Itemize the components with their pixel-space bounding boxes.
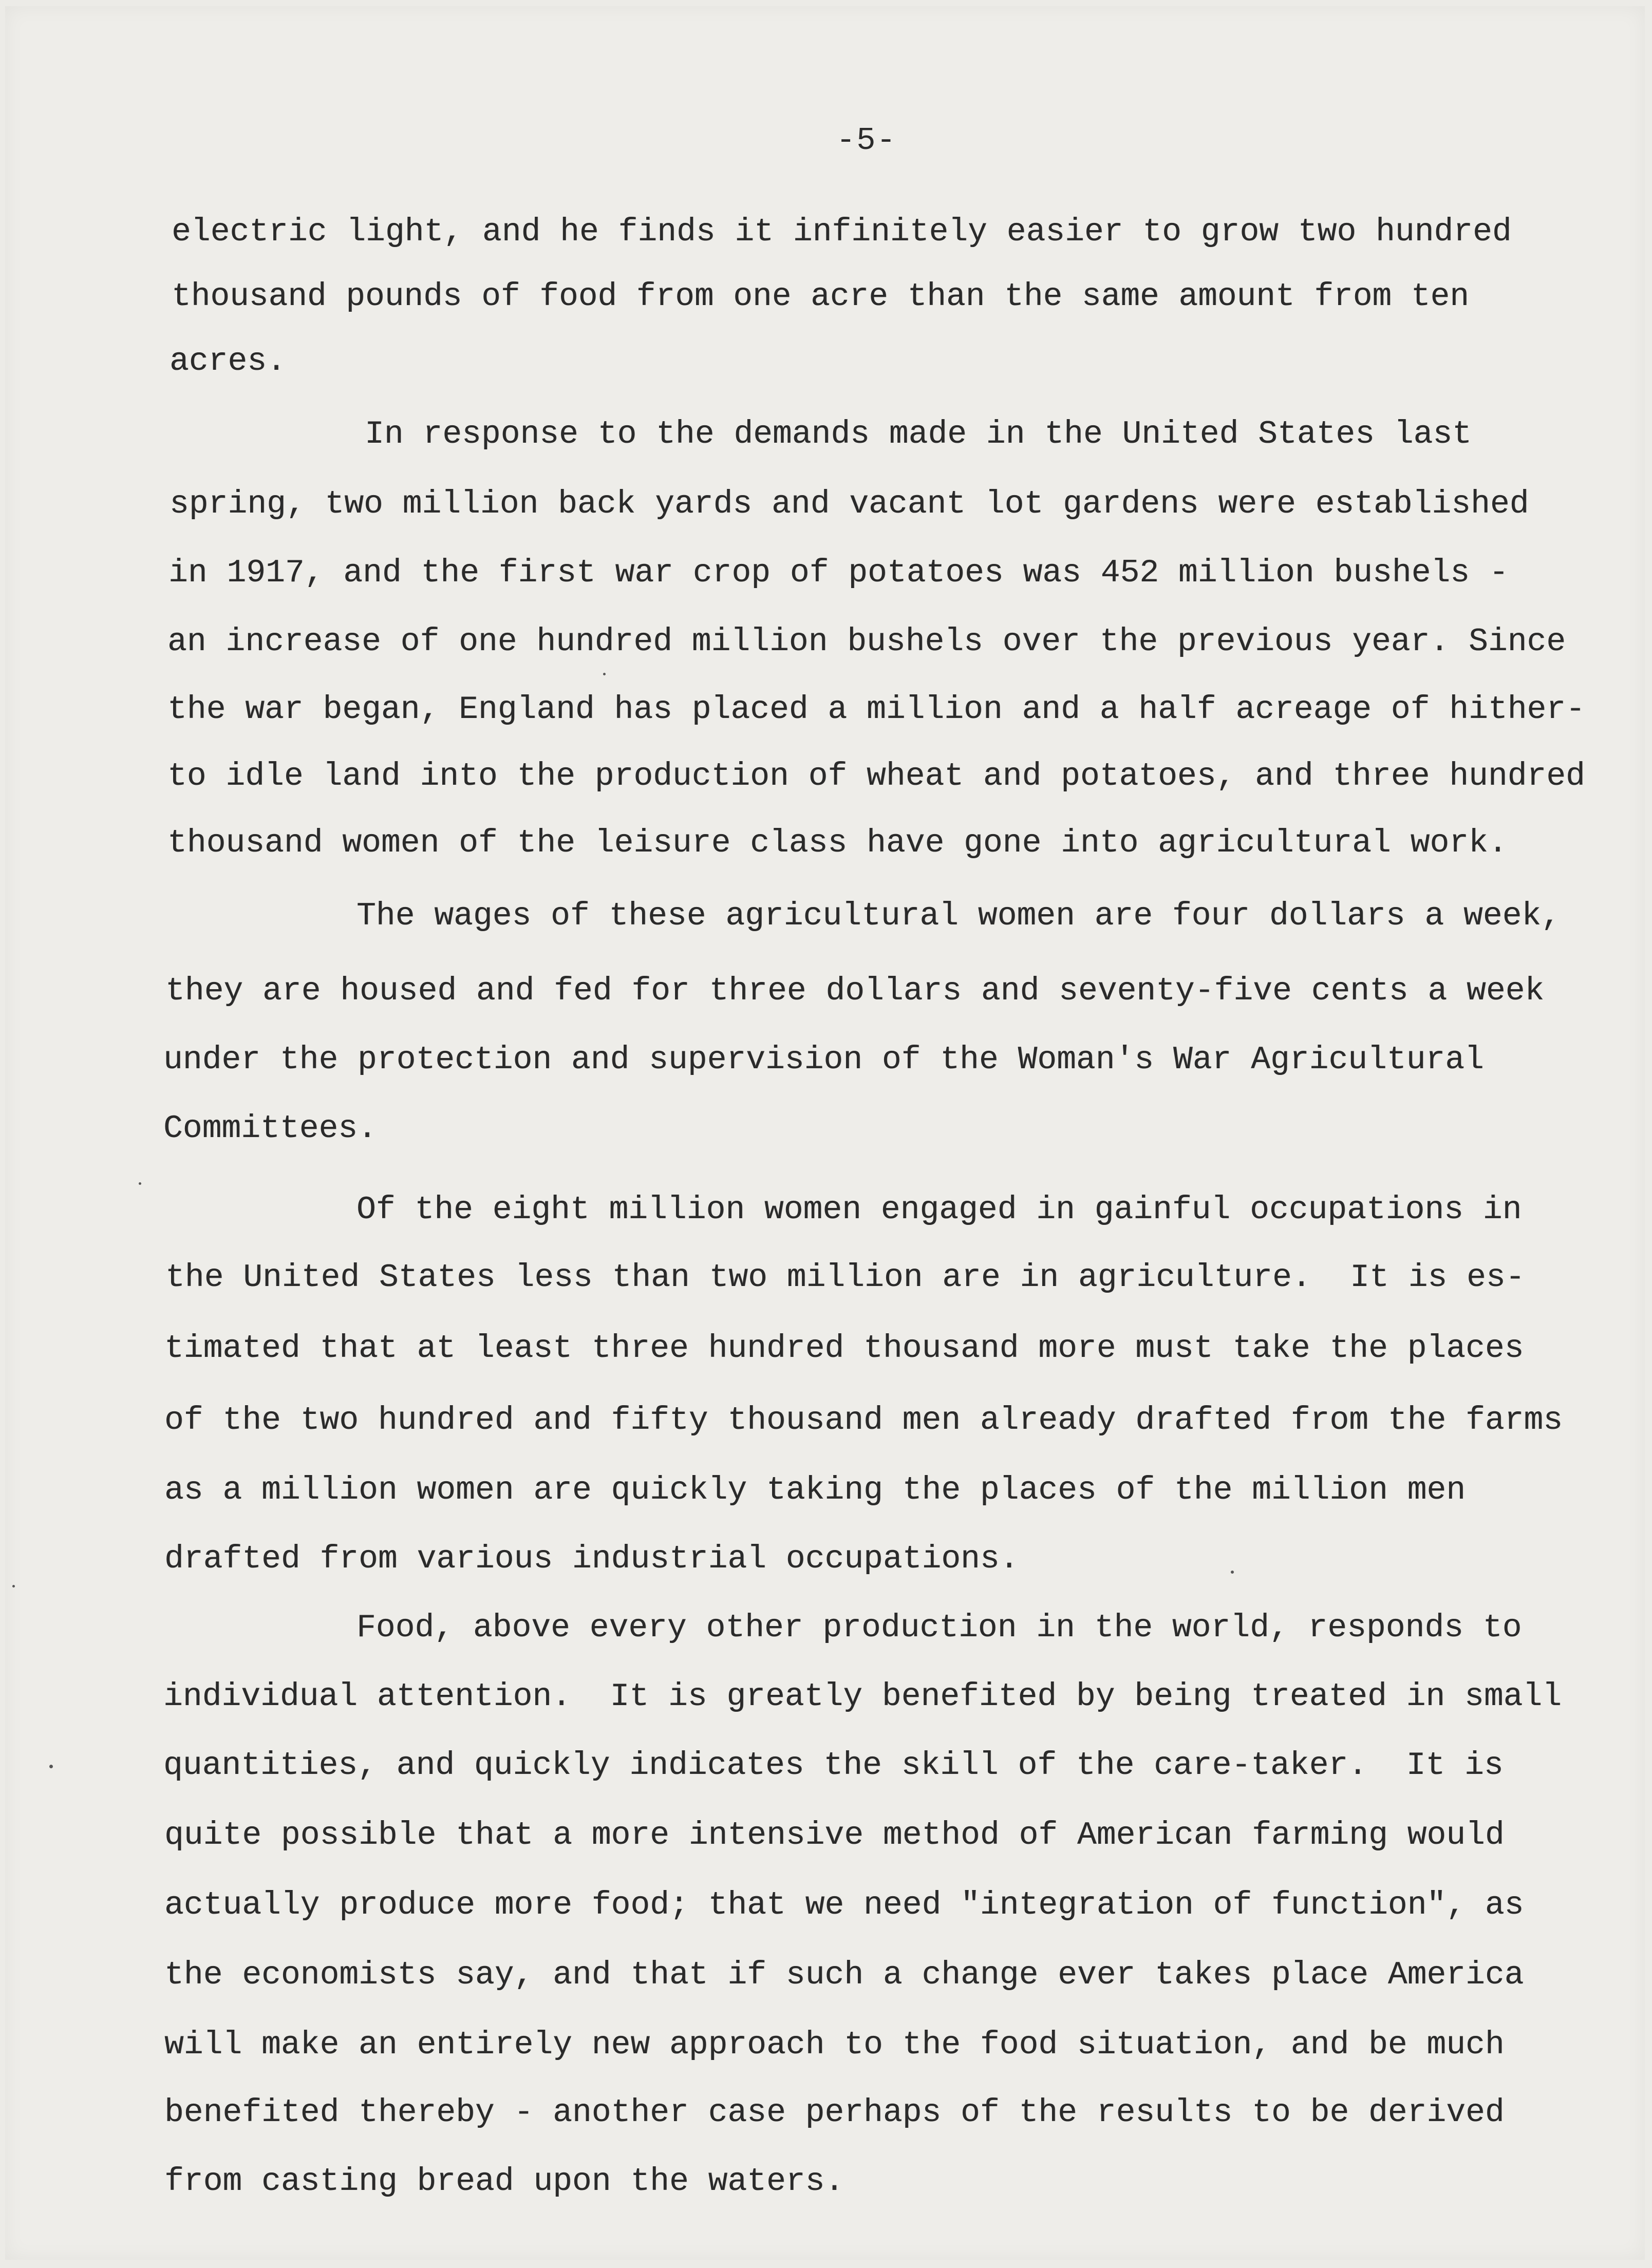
text-line: an increase of one hundred million bushels over the previous year. Since	[167, 623, 1566, 660]
scan-speck	[603, 673, 606, 675]
text-line: of the two hundred and fifty thousand men already drafted from the farms	[164, 1402, 1563, 1439]
page-number: -5-	[836, 122, 897, 159]
scan-speck	[1231, 1571, 1234, 1574]
scan-speck	[49, 1765, 53, 1768]
text-line: timated that at least three hundred thousand more must take the places	[164, 1330, 1524, 1367]
text-line: will make an entirely new approach to the food situation, and be much	[164, 2027, 1505, 2063]
text-line: to idle land into the production of wheat and potatoes, and three hundred	[167, 758, 1585, 795]
text-line: from casting bread upon the waters.	[164, 2163, 844, 2200]
text-line: quantities, and quickly indicates the skill of the care-taker. It is	[163, 1747, 1504, 1784]
text-line: the United States less than two million are in agriculture. It is es-	[165, 1259, 1525, 1296]
text-line: electric light, and he finds it infinitely easier to grow two hundred	[172, 214, 1512, 250]
scan-speck	[12, 1585, 15, 1587]
text-line: quite possible that a more intensive method of American farming would	[164, 1817, 1505, 1854]
text-line: benefited thereby - another case perhaps of the results to be derived	[164, 2094, 1505, 2131]
text-line: under the protection and supervision of the Woman's War Agricultural	[163, 1042, 1484, 1078]
text-line: acres.	[170, 343, 286, 380]
text-line: Committees.	[163, 1110, 377, 1147]
text-line: they are housed and fed for three dollars and seventy-five cents a week	[165, 973, 1545, 1009]
text-line: drafted from various industrial occupations.	[164, 1541, 1019, 1577]
text-line: actually produce more food; that we need "integration of function", as	[164, 1887, 1524, 1923]
text-line: spring, two million back yards and vacant lot gardens were established	[170, 486, 1529, 522]
text-line: thousand women of the leisure class have gone into agricultural work.	[167, 825, 1508, 861]
scan-speck	[139, 1182, 141, 1185]
text-line: thousand pounds of food from one acre than the same amount from ten	[172, 278, 1469, 315]
text-line: the economists say, and that if such a change ever takes place America	[164, 1957, 1524, 1993]
text-line: Of the eight million women engaged in gainful occupations in	[356, 1192, 1522, 1228]
text-line: Food, above every other production in the world, responds to	[356, 1610, 1522, 1646]
text-line: individual attention. It is greatly benefited by being treated in small	[163, 1678, 1562, 1715]
text-line: in 1917, and the first war crop of potatoes was 452 million bushels -	[168, 555, 1509, 591]
text-line: In response to the demands made in the United States last	[365, 416, 1472, 452]
text-line: as a million women are quickly taking the places of the million men	[164, 1472, 1466, 1508]
text-line: The wages of these agricultural women are four dollars a week,	[356, 898, 1561, 934]
text-line: the war began, England has placed a million and a half acreage of hither-	[167, 691, 1585, 728]
